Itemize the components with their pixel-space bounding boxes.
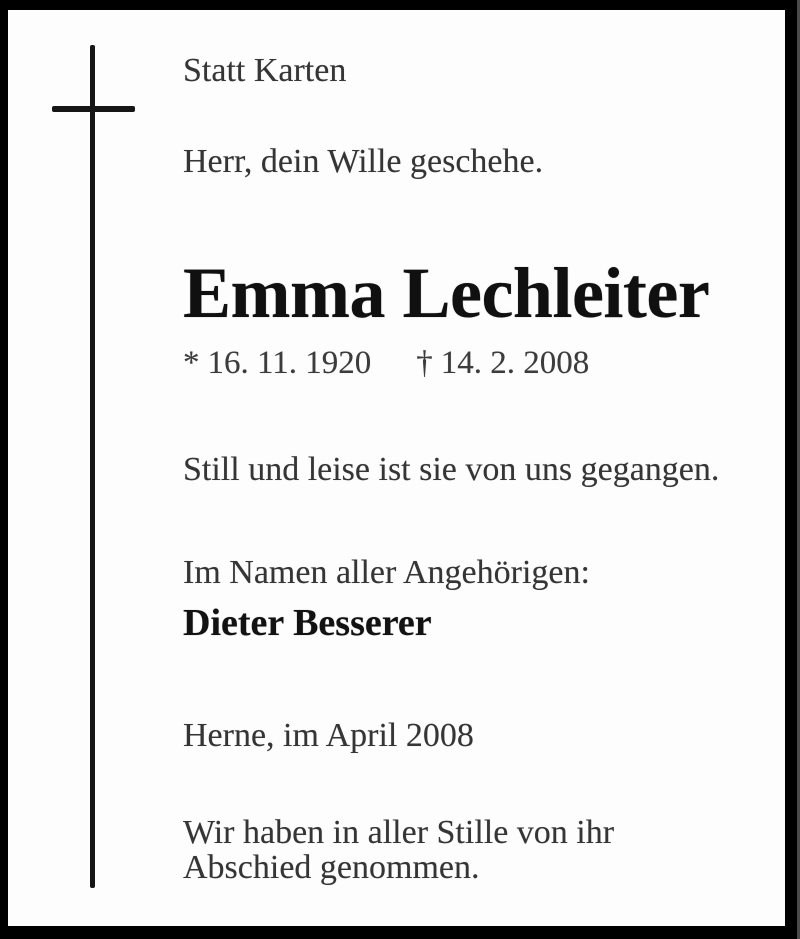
closing-line-1: Wir haben in aller Stille von ihr <box>183 814 615 851</box>
tribute-text: Still und leise ist sie von uns gegangen. <box>183 451 720 488</box>
epigraph-text: Herr, dein Wille geschehe. <box>183 143 544 180</box>
closing-line-2: Abschied genommen. <box>183 849 480 886</box>
death-dagger-symbol: † <box>416 345 433 381</box>
death-date: 14. 2. 2008 <box>440 345 590 381</box>
death-date-group <box>416 345 589 381</box>
mourner-name: Dieter Besserer <box>183 602 432 644</box>
mourners-intro-text: Im Namen aller Angehörigen: <box>183 554 590 591</box>
cross-horizontal-bar <box>52 106 135 112</box>
obituary-card <box>8 10 785 926</box>
closing-statement <box>183 815 614 885</box>
statt-karten-label: Statt Karten <box>183 52 347 89</box>
cross-vertical-rule <box>90 45 95 888</box>
deceased-name: Emma Lechleiter <box>183 253 710 333</box>
place-and-date: Herne, im April 2008 <box>183 717 474 754</box>
birth-date-group <box>183 345 371 381</box>
birth-star-symbol: * <box>183 345 200 381</box>
birth-date: 16. 11. 1920 <box>207 345 372 381</box>
life-dates <box>183 347 589 380</box>
